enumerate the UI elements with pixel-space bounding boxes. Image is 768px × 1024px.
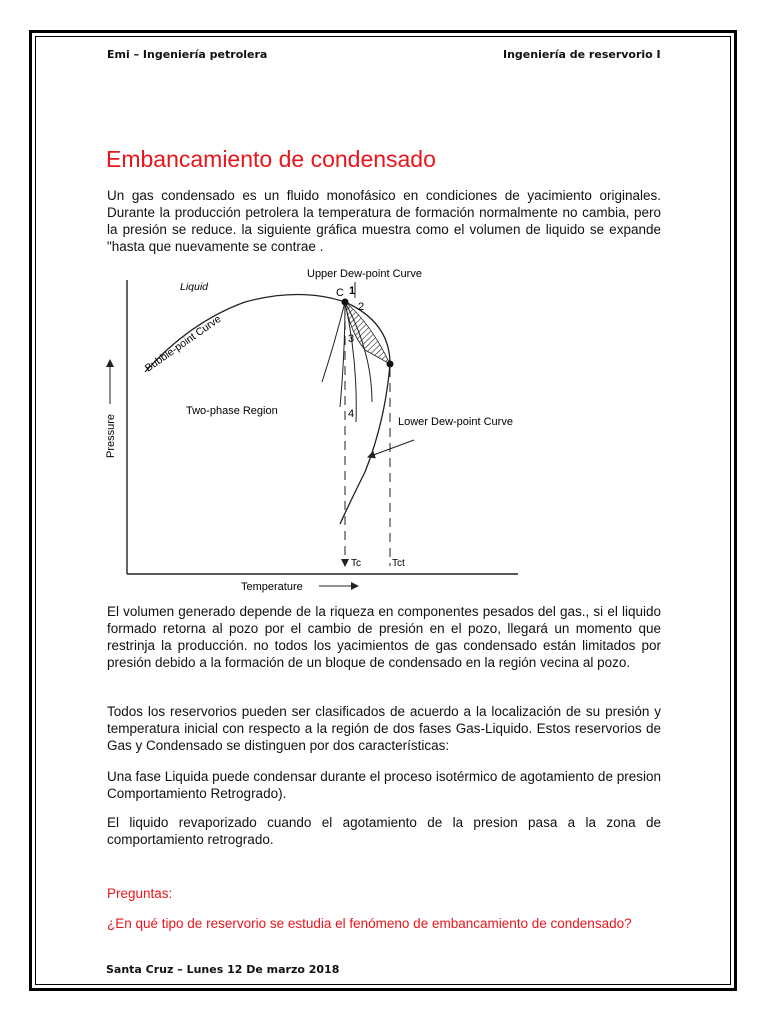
question-1: ¿En qué tipo de reservorio se estudia el fenómeno de embancamiento de condensado?	[107, 916, 632, 931]
questions-heading: Preguntas:	[107, 886, 173, 901]
critical-point-label: C	[336, 287, 344, 299]
intro-paragraph: Un gas condensado es un fluido monofásico en condiciones de yacimiento originales. Durante la producción petrolera la temperatura de formación normalmente no cambia, pero la presión se reduce. la siguiente gráfica muestra como el volumen de liquido se expande "hasta que nuevamente se contrae .	[107, 188, 661, 254]
point-1-label: 1	[349, 285, 356, 297]
tct-label: Tct	[392, 558, 405, 569]
phase-diagram-figure	[100, 262, 540, 598]
point-4-label: 4	[348, 408, 355, 420]
upper-dew-label: Upper Dew-point Curve	[307, 268, 422, 280]
paragraph-revaporizado: El liquido revaporizado cuando el agotamiento de la presion pasa a la zona de comportamiento retrogrado.	[107, 815, 661, 847]
quality-line-1	[322, 302, 345, 382]
critical-point	[342, 299, 349, 306]
cricondentherm-point	[387, 361, 394, 368]
x-axis-label: Temperature	[241, 581, 303, 593]
bubble-curve-label: Bubble-point Curve	[142, 313, 224, 375]
page-title: Embancamiento de condensado	[106, 146, 436, 172]
paragraph-fase-liquida: Una fase Liquida puede condensar durante el proceso isotérmico de agotamiento de presion Comportamiento Retrogrado).	[107, 769, 661, 801]
point-3-label: 3	[348, 333, 355, 345]
lower-dew-point-curve	[340, 364, 390, 524]
footer-date: Santa Cruz – Lunes 12 De marzo 2018	[106, 963, 340, 976]
tc-label: Tc	[351, 558, 361, 569]
liquid-label: Liquid	[180, 281, 209, 293]
point-2-label: 2	[358, 301, 365, 313]
header-left: Emi – Ingeniería petrolera	[107, 48, 268, 61]
header-right: Ingeniería de reservorio I	[503, 48, 661, 61]
y-axis-label: Pressure	[105, 413, 117, 458]
paragraph-volumen: El volumen generado depende de la riqueza en componentes pesados del gas., si el liquido formado retorna al pozo por el cambio de presión en el pozo, llegará un momento que restrinja la producción. no todos los yacimientos de gas condensado están limitados por presión debido a la formación de un bloque de condensado en la región vecina al pozo.	[107, 604, 661, 670]
paragraph-reservorios: Todos los reservorios pueden ser clasificados de acuerdo a la localización de su presión y temperatura inicial con respecto a la región de dos fases Gas-Liquido. Estos reservorios de Gas y Condensado se distinguen por dos características:	[107, 704, 661, 753]
lower-dew-label: Lower Dew-point Curve	[398, 416, 513, 428]
two-phase-label: Two-phase Region	[186, 405, 278, 417]
